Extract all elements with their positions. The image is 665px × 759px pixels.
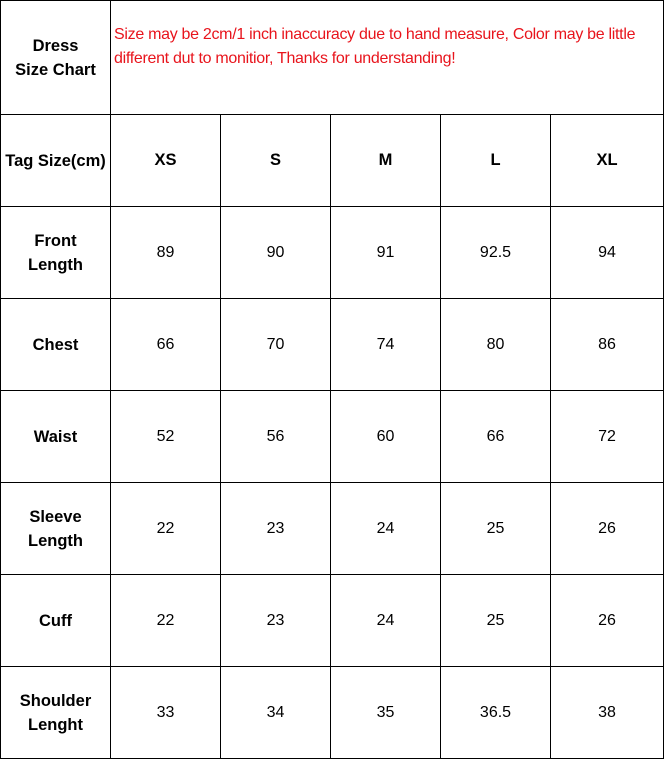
measurement-cell: 86 <box>551 299 664 391</box>
size-header: XL <box>551 115 664 207</box>
chart-title-line: Size Chart <box>15 60 96 79</box>
size-header: M <box>331 115 441 207</box>
measurement-cell: 26 <box>551 483 664 575</box>
disclaimer-note: Size may be 2cm/1 inch inaccuracy due to hand measure, Color may be little different dut to monitior, Thanks for understanding! <box>111 1 664 115</box>
row-label-line: Length <box>28 255 83 274</box>
row-label <box>1 575 111 667</box>
table-row <box>1 483 664 575</box>
size-header-row <box>1 115 664 207</box>
row-label-line: Waist <box>33 427 78 446</box>
row-label-line: Sleeve <box>29 507 82 526</box>
row-label-line: Length <box>28 531 83 550</box>
measurement-cell: 66 <box>441 391 551 483</box>
measurement-cell: 24 <box>331 575 441 667</box>
row-label-line: Shoulder <box>19 691 92 710</box>
row-label-line: Cuff <box>39 611 72 630</box>
size-header: S <box>221 115 331 207</box>
measurement-cell: 22 <box>111 575 221 667</box>
measurement-cell: 56 <box>221 391 331 483</box>
row-label-line: Front <box>34 231 77 250</box>
size-header: XS <box>111 115 221 207</box>
measurement-cell: 26 <box>551 575 664 667</box>
measurement-cell: 33 <box>111 667 221 759</box>
row-label <box>1 299 111 391</box>
measurement-cell: 24 <box>331 483 441 575</box>
measurement-cell: 22 <box>111 483 221 575</box>
measurement-cell: 89 <box>111 207 221 299</box>
size-header: L <box>441 115 551 207</box>
measurement-cell: 66 <box>111 299 221 391</box>
measurement-cell: 23 <box>221 575 331 667</box>
table-row <box>1 391 664 483</box>
table-row <box>1 667 664 759</box>
measurement-cell: 38 <box>551 667 664 759</box>
measurement-cell: 80 <box>441 299 551 391</box>
row-label-line: Chest <box>32 335 79 354</box>
table-row <box>1 207 664 299</box>
measurement-cell: 72 <box>551 391 664 483</box>
title-row <box>1 1 664 115</box>
row-label <box>1 391 111 483</box>
table-row <box>1 575 664 667</box>
measurement-cell: 70 <box>221 299 331 391</box>
row-label <box>1 207 111 299</box>
measurement-cell: 25 <box>441 575 551 667</box>
measurement-cell: 23 <box>221 483 331 575</box>
chart-title-line: Dress <box>32 36 79 55</box>
measurement-cell: 91 <box>331 207 441 299</box>
measurement-cell: 90 <box>221 207 331 299</box>
chart-title <box>1 1 111 115</box>
measurement-cell: 92.5 <box>441 207 551 299</box>
measurement-cell: 25 <box>441 483 551 575</box>
tag-size-label: Tag Size(cm) <box>1 115 111 207</box>
row-label <box>1 667 111 759</box>
measurement-cell: 74 <box>331 299 441 391</box>
measurement-cell: 36.5 <box>441 667 551 759</box>
measurement-cell: 60 <box>331 391 441 483</box>
measurement-cell: 34 <box>221 667 331 759</box>
row-label <box>1 483 111 575</box>
table-row <box>1 299 664 391</box>
measurement-cell: 94 <box>551 207 664 299</box>
measurement-cell: 35 <box>331 667 441 759</box>
measurement-cell: 52 <box>111 391 221 483</box>
row-label-line: Lenght <box>28 715 83 734</box>
